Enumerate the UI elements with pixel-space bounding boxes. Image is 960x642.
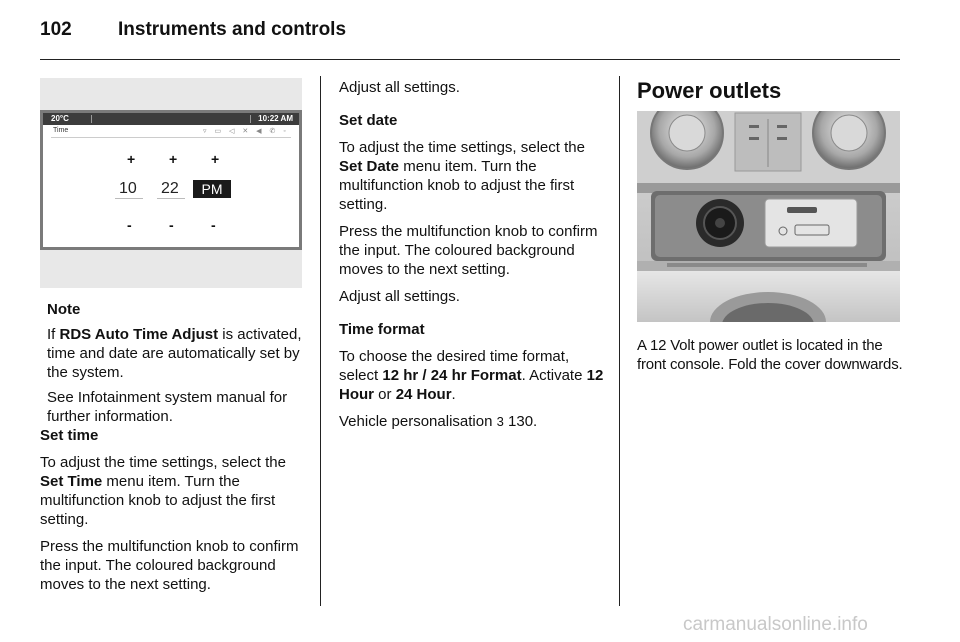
status-separator: [250, 115, 251, 123]
status-bar: [43, 113, 299, 125]
power-outlets-heading: Power outlets: [637, 78, 782, 103]
display-frame: [40, 110, 302, 250]
power-outlet-caption: A 12 Volt power outlet is located in the front console. Fold the cover downwards.: [637, 337, 903, 373]
minute-plus-button: +: [169, 151, 178, 167]
hour-minus-button: -: [127, 217, 132, 233]
power-outlet-photo: [637, 111, 900, 322]
section-title: Instruments and controls: [118, 19, 347, 40]
set-time-section: [40, 426, 308, 602]
status-separator: [91, 115, 92, 123]
clock-readout: 10:22 AM: [258, 114, 293, 123]
adjust-settings-text: Adjust all settings.: [339, 79, 460, 96]
set-date-paragraph-3: Adjust all settings.: [339, 288, 460, 305]
note-box: [40, 300, 309, 432]
time-settings-screenshot: [40, 78, 302, 288]
screen-label: Time: [53, 127, 69, 134]
display-screen: [43, 113, 299, 247]
set-time-paragraph-2: Press the multifunction knob to confirm the input. The coloured background moves to the next setting.: [40, 538, 299, 593]
header-rule: [40, 59, 900, 60]
set-time-paragraph-1: To adjust the time settings, select the Set Time menu item. Turn the multifunction knob to adjust the first setting.: [40, 454, 286, 528]
vehicle-personalisation-reference: Vehicle personalisation 3 130.: [339, 413, 538, 430]
set-date-paragraph-2: Press the multifunction knob to confirm the input. The coloured background moves to the next setting.: [339, 223, 598, 278]
column-divider-2: [619, 76, 620, 606]
note-heading: Note: [47, 301, 81, 318]
temperature-readout: 20°C: [51, 114, 69, 123]
note-paragraph-2: See Infotainment system manual for further information.: [47, 389, 288, 425]
set-date-heading: Set date: [339, 112, 398, 129]
time-format-heading: Time format: [339, 321, 425, 338]
minute-minus-button: -: [169, 217, 174, 233]
page-number: 102: [40, 19, 72, 40]
column-2: [339, 78, 607, 439]
hour-plus-button: +: [127, 151, 136, 167]
meridiem-minus-button: -: [211, 217, 216, 233]
hour-underline: [115, 198, 143, 199]
console-photo-drawing: [637, 111, 900, 322]
minute-value: 22: [161, 180, 179, 197]
page-reference-icon: 3: [496, 414, 504, 429]
meridiem-plus-button: +: [211, 151, 220, 167]
column-divider-1: [320, 76, 321, 606]
set-date-paragraph-1: To adjust the time settings, select the Set Date menu item. Turn the multifunction knob to adjust the first setting.: [339, 139, 585, 213]
set-time-heading: Set time: [40, 427, 99, 444]
screen-divider: [51, 137, 291, 138]
hour-value: 10: [119, 180, 137, 197]
minute-underline: [157, 198, 185, 199]
time-format-paragraph: To choose the desired time format, select 12 hr / 24 hr Format. Activate 12 Hour or 24 Hour.: [339, 348, 604, 403]
watermark: carmanualsonline.info: [683, 614, 868, 635]
note-paragraph-1: If RDS Auto Time Adjust is activated, time and date are automatically set by the system.: [47, 326, 302, 381]
status-icons: ▿ ▭ ◁ ✕ ◀ ✆ ◦: [203, 128, 289, 135]
meridiem-value: PM: [193, 180, 231, 198]
